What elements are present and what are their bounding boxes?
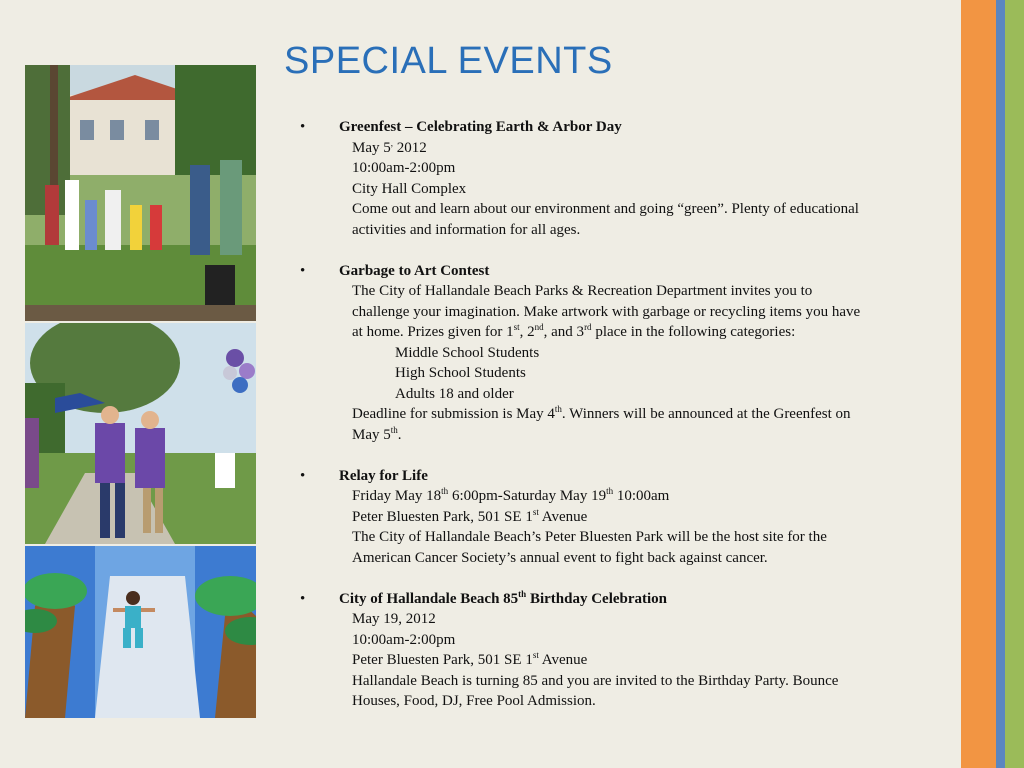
event-location: City Hall Complex	[352, 180, 467, 197]
event-description: The City of Hallandale Beach’s Peter Bluesten Park will be the host site for the	[352, 529, 827, 545]
greenfest-group-photo	[25, 65, 256, 321]
sup: th	[390, 424, 398, 435]
event-title: Garbage to Art Contest	[339, 262, 490, 279]
event-title: Relay for Life	[339, 467, 428, 484]
event-description: activities and information for all ages.	[352, 221, 581, 238]
desc-text: , and 3	[543, 324, 585, 340]
desc-text: place in the following categories:	[591, 324, 796, 340]
event-deadline	[352, 404, 950, 425]
relay-for-life-photo	[25, 323, 256, 544]
event-time: 10:00am-2:00pm	[352, 631, 456, 648]
location-text: Peter Bluesten Park, 501 SE 1	[352, 508, 533, 525]
deadline-text: May 5	[352, 426, 391, 443]
event-greenfest	[300, 117, 950, 240]
sup: st	[532, 506, 539, 517]
bullet: •	[300, 262, 306, 279]
title-text: Birthday Celebration	[526, 590, 668, 607]
category-item: Middle School Students	[395, 344, 540, 361]
desc-text: , 2	[519, 324, 535, 340]
deadline-text: .	[397, 426, 402, 443]
time-text: 6:00pm-Saturday May 19	[448, 488, 607, 504]
bounce-house-photo	[25, 546, 256, 718]
bullet: •	[300, 119, 306, 135]
event-title: Greenfest – Celebrating Earth & Arbor Day	[339, 119, 622, 135]
sup: st	[532, 650, 539, 660]
sup: th	[554, 404, 562, 414]
event-description: challenge your imagination. Make artwork with garbage or recycling items you have	[352, 303, 861, 320]
event-time	[352, 486, 950, 507]
bullet: •	[300, 590, 306, 607]
event-title	[339, 589, 950, 610]
event-description: American Cancer Society’s annual event to fight back against cancer.	[352, 549, 768, 566]
desc-text: at home. Prizes given for 1	[352, 324, 514, 340]
location-text: Peter Bluesten Park, 501 SE 1	[352, 652, 533, 668]
time-text: Friday May 18	[352, 488, 442, 504]
deadline-text: Deadline for submission is May 4	[352, 406, 555, 422]
event-deadline	[352, 425, 950, 446]
event-description	[352, 322, 950, 343]
location-text: Avenue	[538, 652, 588, 668]
date-sup: ,	[390, 137, 393, 148]
category-item: Adults 18 and older	[395, 385, 514, 402]
sup: nd	[534, 322, 544, 332]
bullet: •	[300, 467, 306, 484]
event-description: Come out and learn about our environment and going “green”. Plenty of educational	[352, 201, 859, 217]
event-description: Hallandale Beach is turning 85 and you are invited to the Birthday Party. Bounce	[352, 672, 839, 689]
event-garbage-to-art	[300, 261, 950, 446]
event-location	[352, 650, 950, 671]
location-text: Avenue	[538, 508, 588, 525]
event-description: The City of Hallandale Beach Parks & Recreation Department invites you to	[352, 283, 813, 299]
title-text: City of Hallandale Beach 85	[339, 590, 519, 607]
event-date-text: May 5	[352, 139, 391, 156]
event-birthday-celebration	[300, 589, 950, 712]
event-date: May 19, 2012	[352, 611, 436, 627]
blue-stripe	[996, 0, 1005, 768]
category-item: High School Students	[395, 365, 526, 381]
sup: th	[518, 588, 527, 599]
sup: st	[513, 322, 520, 332]
page-title: SPECIAL EVENTS	[284, 40, 613, 82]
event-relay-for-life	[300, 466, 950, 569]
sup: rd	[584, 322, 592, 332]
event-time: 10:00am-2:00pm	[352, 160, 456, 176]
event-date	[352, 138, 950, 159]
deadline-text: . Winners will be announced at the Greenfest on	[561, 406, 851, 422]
sup: th	[606, 486, 614, 496]
event-description: Houses, Food, DJ, Free Pool Admission.	[352, 693, 596, 709]
time-text: 10:00am	[613, 488, 670, 504]
events-list	[300, 117, 950, 732]
event-date-year: 2012	[393, 139, 427, 156]
orange-stripe	[961, 0, 996, 768]
event-location	[352, 507, 950, 528]
sup: th	[441, 486, 449, 496]
green-stripe	[1005, 0, 1024, 768]
